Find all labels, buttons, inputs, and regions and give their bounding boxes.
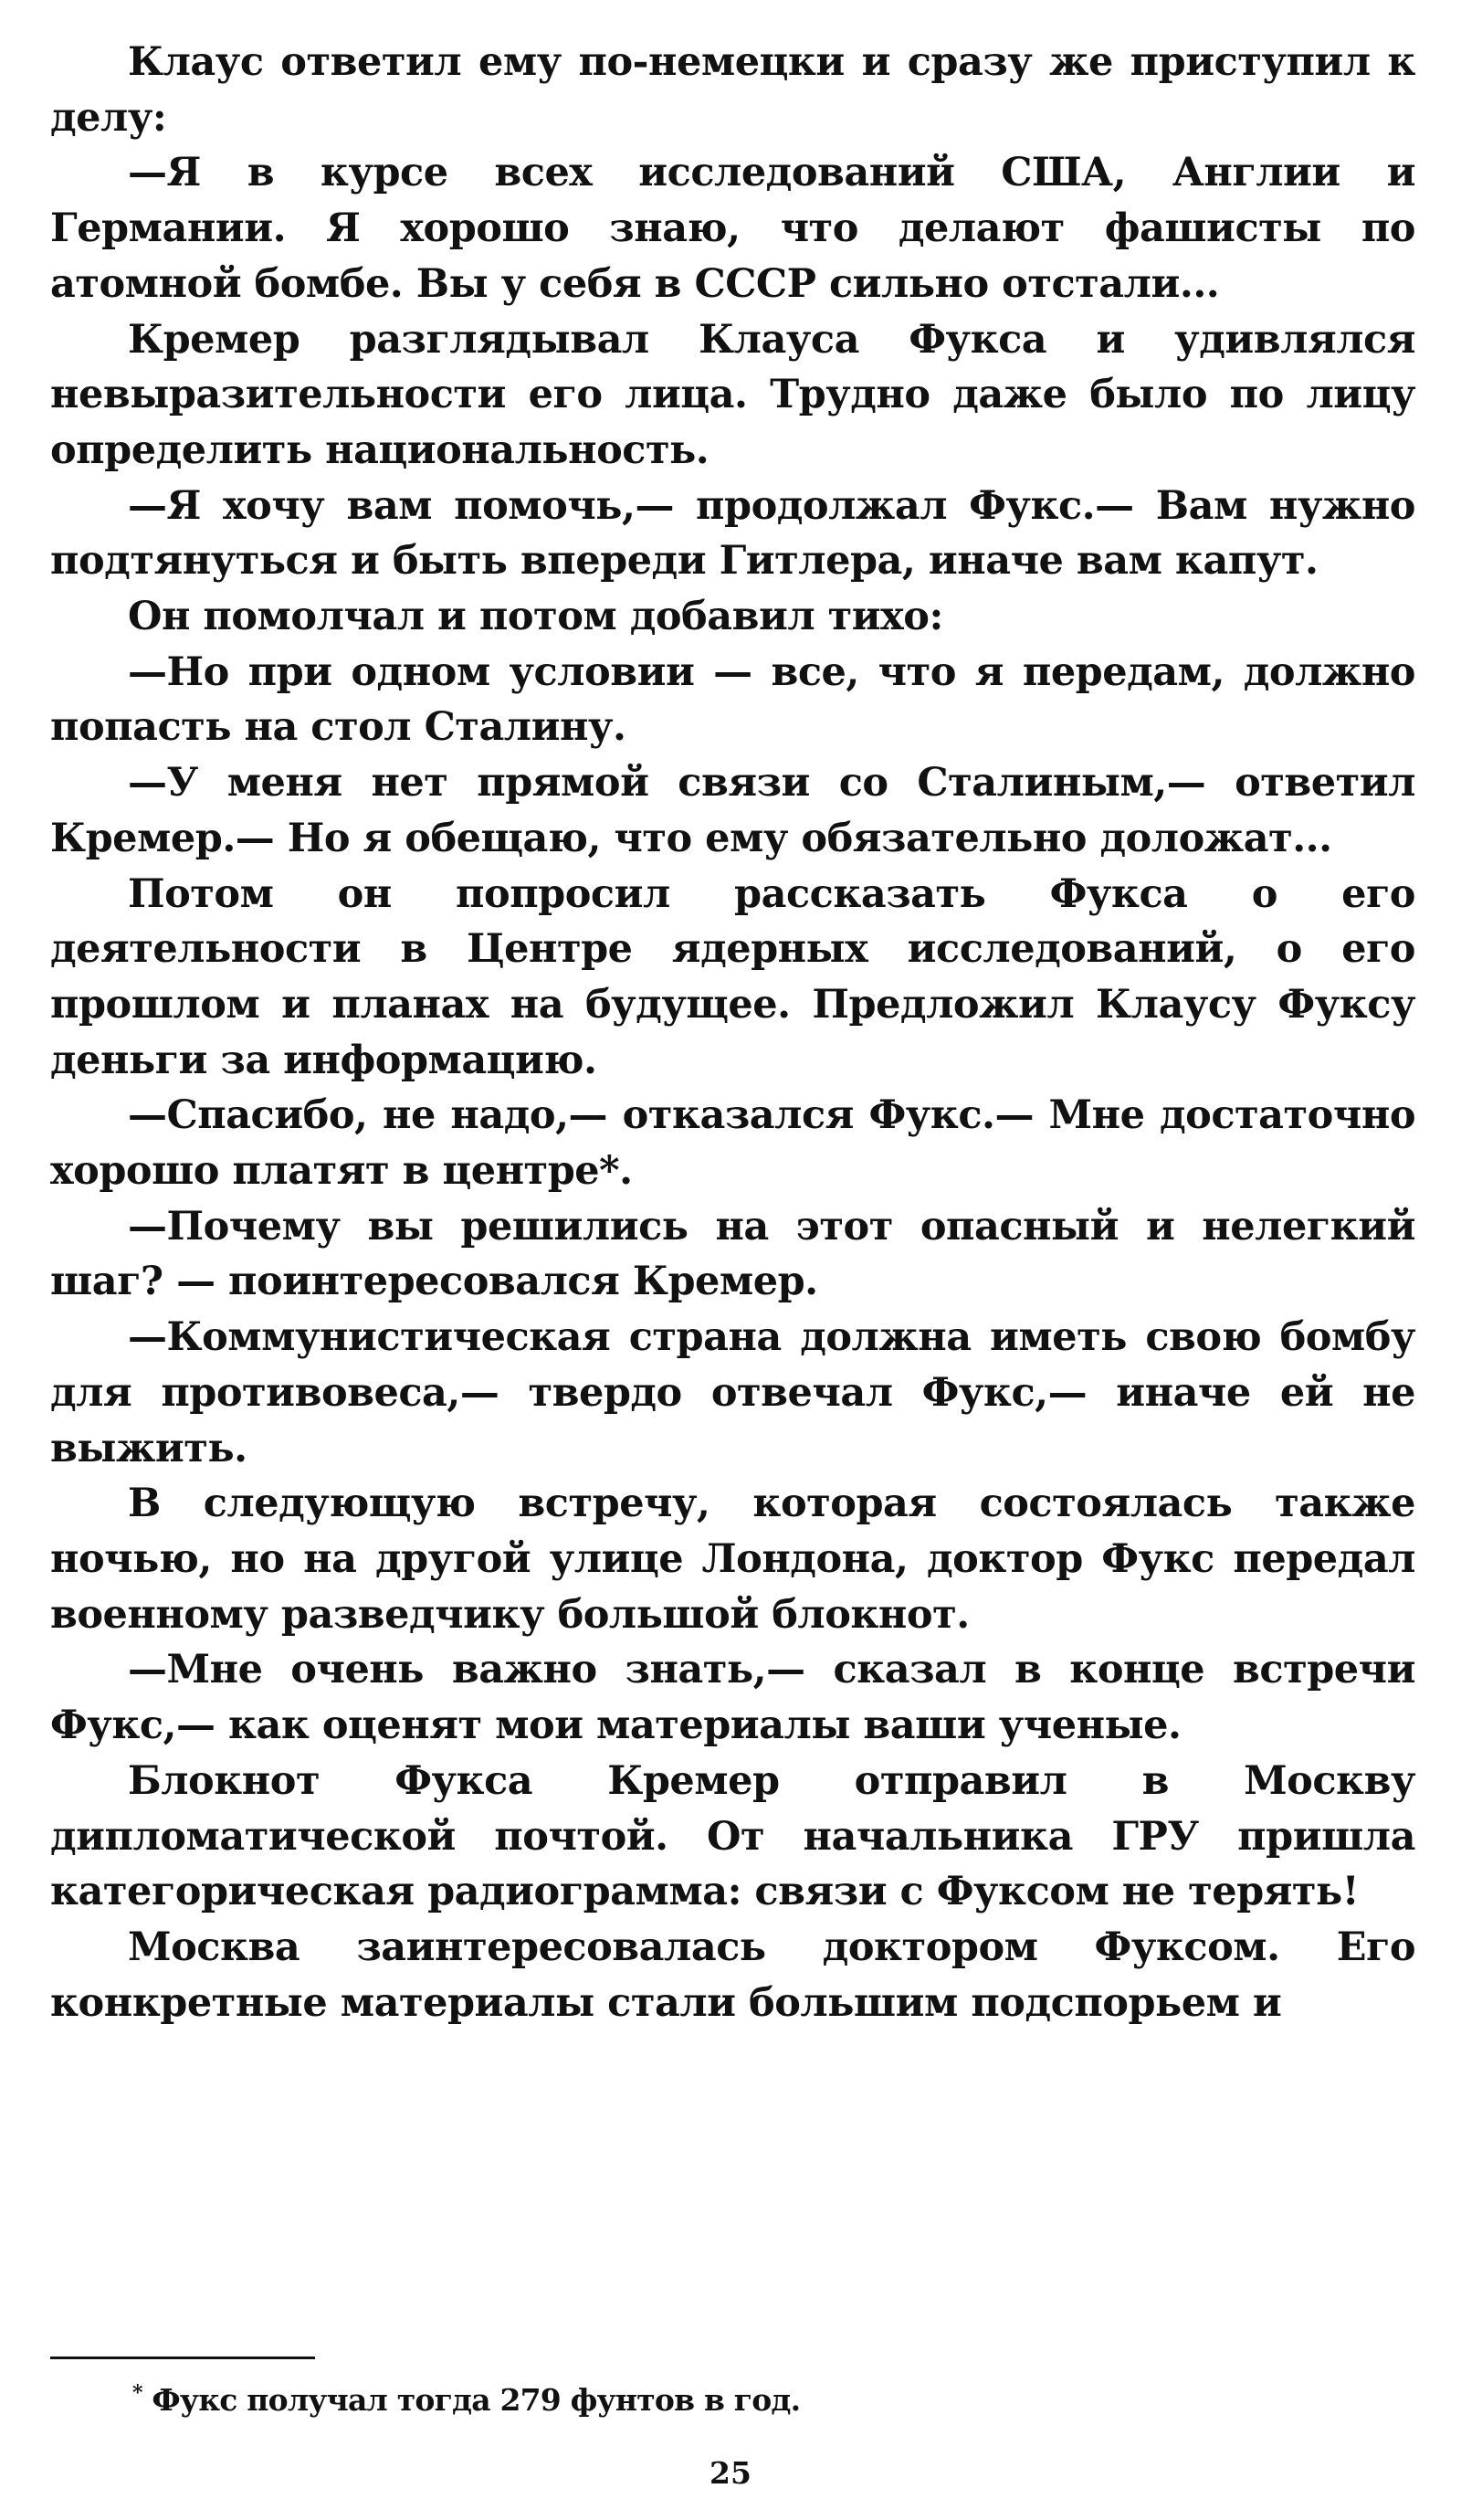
paragraph: В следующую встречу, которая состоялась также ночью, но на другой улице Лондона, доктор Фукс передал военному разведчику большой блокнот.	[50, 1481, 1415, 1638]
paragraph: —Почему вы решились на этот опасный и нелегкий шаг? — поинтересовался Кремер.	[50, 1203, 1415, 1305]
paragraph: —Мне очень важно знать,— сказал в конце встречи Фукс,— как оценят мои материалы ваши ученые.	[50, 1647, 1415, 1749]
page-body	[50, 35, 1415, 2030]
paragraph: —Спасибо, не надо,— отказался Фукс.— Мне достаточно хорошо платят в центре*.	[50, 1092, 1415, 1195]
footnote-text: Фукс получал тогда 279 фунтов в год.	[152, 2382, 801, 2418]
footnote-mark: *	[132, 2381, 142, 2405]
paragraph: —Но при одном условии — все, что я передам, должно попасть на стол Сталину.	[50, 648, 1415, 751]
main-text	[50, 35, 1415, 2030]
paragraph: —У меня нет прямой связи со Сталиным,— ответил Кремер.— Но я обещаю, что ему обязательно доложат...	[50, 760, 1415, 861]
paragraph: Блокнот Фукса Кремер отправил в Москву дипломатической почтой. От начальника ГРУ пришла категорическая радиограмма: связи с Фуксом не терять!	[50, 1757, 1415, 1915]
paragraph: —Я в курсе всех исследований США, Англии и Германии. Я хорошо знаю, что делают фашисты по атомной бомбе. Вы у себя в СССР сильно отстали...	[50, 150, 1415, 307]
footnote-divider	[50, 2357, 315, 2359]
paragraph: Москва заинтересовалась доктором Фуксом. Его конкретные материалы стали большим подспорьем и	[50, 1924, 1415, 2026]
paragraph: —Коммунистическая страна должна иметь свою бомбу для противовеса,— твердо отвечал Фукс,— иначе ей не выжить.	[50, 1314, 1415, 1471]
paragraph: —Я хочу вам помочь,— продолжал Фукс.— Вам нужно подтянуться и быть впереди Гитлера, иначе вам капут.	[50, 482, 1415, 585]
page-number: 25	[709, 2455, 752, 2491]
paragraph: Потом он попросил рассказать Фукса о его деятельности в Центре ядерных исследований, о его прошлом и планах на будущее. Предложил Клаусу Фуксу деньги за информацию.	[50, 870, 1415, 1083]
paragraph: Клаус ответил ему по-немецки и сразу же приступил к делу:	[50, 39, 1415, 141]
paragraph: Он помолчал и потом добавил тихо:	[128, 594, 943, 640]
paragraph: Кремер разглядывал Клауса Фукса и удивлялся невыразительности его лица. Трудно даже было по лицу определить национальность.	[50, 316, 1415, 473]
footnote	[132, 2380, 800, 2420]
